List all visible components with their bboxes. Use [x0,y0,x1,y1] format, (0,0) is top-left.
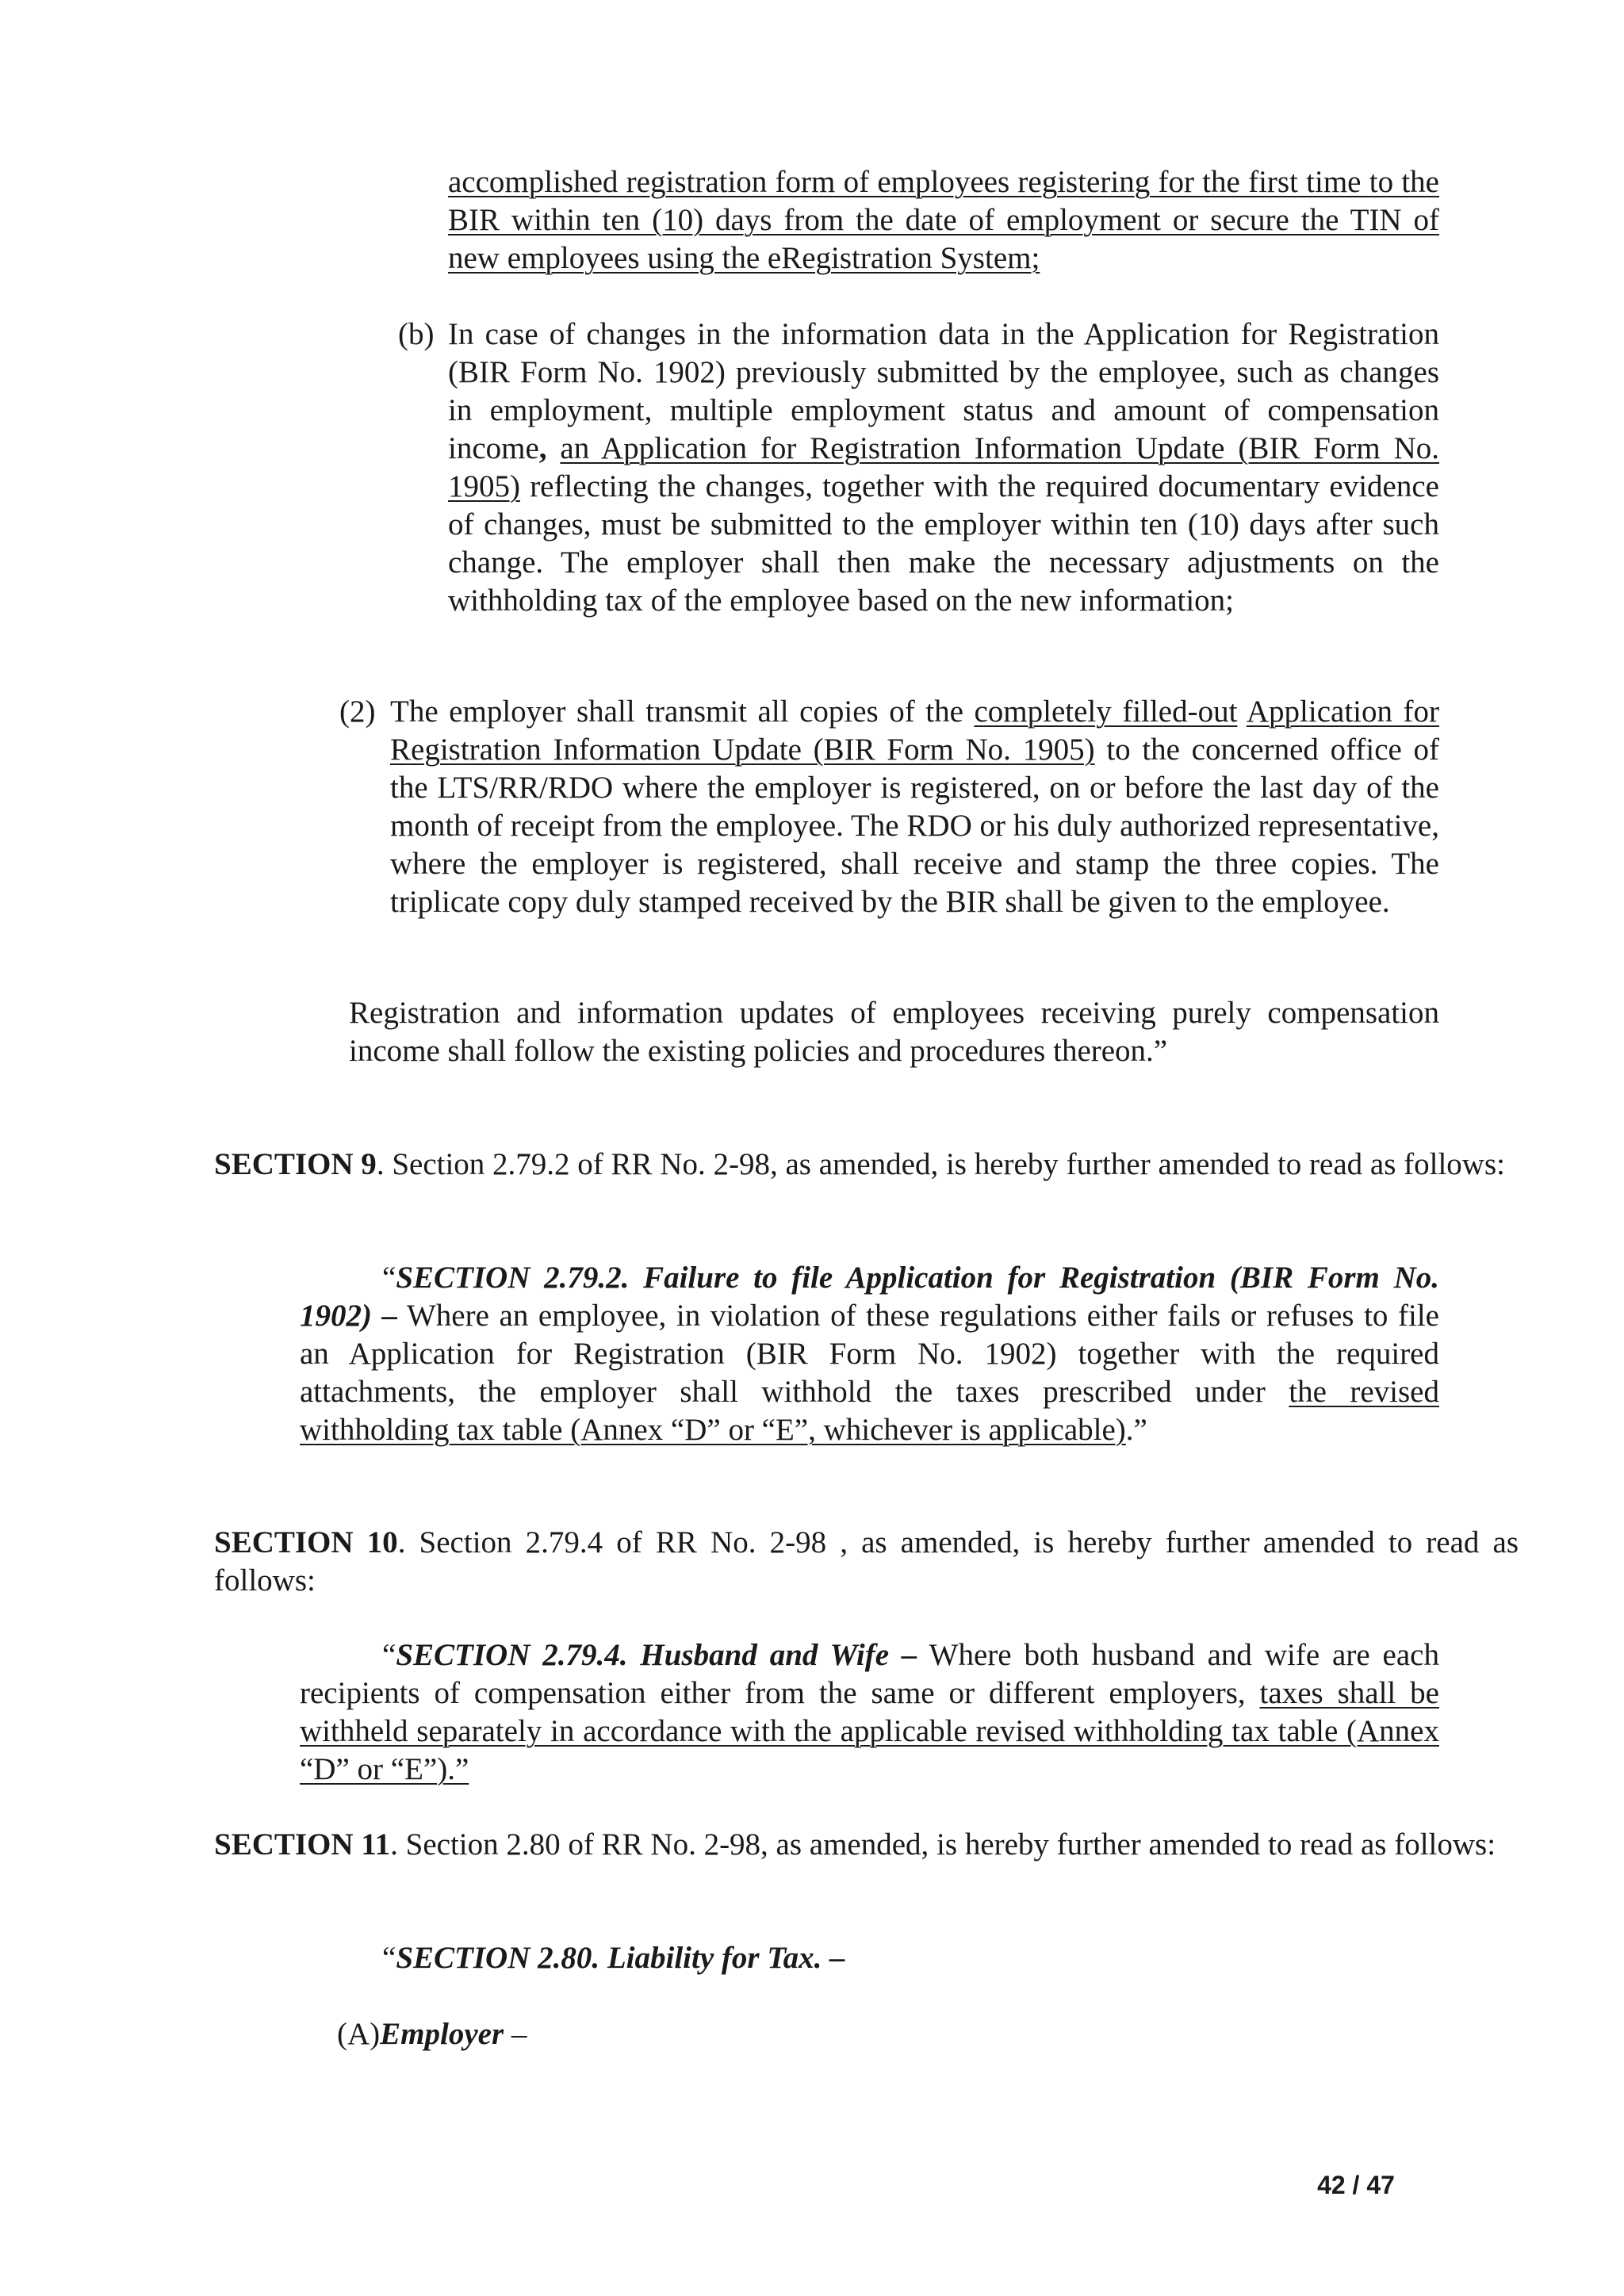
section-9-quote-open: “ [382,1261,396,1295]
section-9-heading: SECTION 9 [214,1147,377,1181]
item-2-label: (2) [339,695,376,729]
section-9-quote-title: SECTION 2.79.2. Failure to file Application for Registration (BIR Form No. 1902) – [300,1261,1439,1333]
section-10-intro-paragraph [214,1524,1519,1600]
section-9-quote-paragraph [300,1259,1439,1449]
item-b-underlined: an Application for Registration Information Update (BIR Form No. 1905) [448,431,1439,503]
section-11-subitem-line [337,2015,1439,2053]
item-b-text-1: In case of changes in the information data in the Application for Registration (BIR Form No. 1902) previously submitted by the employee, such as changes in employment, multiple employment status and amount of compensation income [448,317,1439,465]
section-11-quote-title-line [382,1939,1439,1977]
section-9-quote-close: .” [1125,1413,1147,1447]
section-10-quote-paragraph [300,1636,1439,1789]
section-11-sub-label: (A) [337,2017,381,2051]
section-10-quote-title: SECTION 2.79.4. Husband and Wife – [396,1638,917,1672]
section-10-quote-open: “ [382,1638,396,1672]
item-2-text-1: The employer shall transmit all copies of the [390,695,975,729]
section-10-quote-body: Where both husband and wife are each recipients of compensation either from the same or different employers, [300,1638,1439,1710]
item-2-underlined-2: Application for Registration Information Update (BIR Form No. 1905) [390,695,1440,767]
section-9-intro: . Section 2.79.2 of RR No. 2-98, as amended, is hereby further amended to read as follows: [376,1147,1505,1181]
section-11-intro-paragraph [214,1826,1519,1864]
item-b-label: (b) [398,317,435,351]
item-b-space [547,431,561,465]
section-9-quote-underlined: the revised withholding tax table (Annex “D” or “E”, whichever is applicable) [300,1375,1439,1447]
section-11-sub-title: Employer [380,2017,504,2051]
section-11-quote-open: “ [382,1941,396,1975]
section-11-intro: . Section 2.80 of RR No. 2-98, as amended, is hereby further amended to read as follows: [390,1827,1496,1862]
continuation-paragraph [448,163,1439,277]
section-10-intro: . Section 2.79.4 of RR No. 2-98 , as amended, is hereby further amended to read as follows: [214,1525,1519,1598]
registration-note-text: Registration and information updates of employees receiving purely compensation income shall follow the existing policies and procedures thereon.” [349,996,1439,1068]
item-b-paragraph [448,316,1439,620]
item-2-space [1237,695,1246,729]
continuation-text: accomplished registration form of employees registering for the first time to the BIR within ten (10) days from the date of employment or secure the TIN of new employees using the eRegistration System; [448,165,1439,275]
section-11-quote-title: SECTION 2.80. Liability for Tax. – [396,1941,845,1975]
item-2-underlined-1: completely filled-out [974,695,1238,729]
item-2-paragraph [390,693,1439,921]
item-b-comma: , [538,431,547,465]
section-11-sub-dash: – [504,2017,527,2051]
section-10-quote-underlined: taxes shall be withheld separately in accordance with the applicable revised withholding tax table (Annex “D” or “E”).” [300,1676,1439,1786]
item-b-text-2: reflecting the changes, together with the required documentary evidence of changes, must be submitted to the employer within ten (10) days after such change. The employer shall then make the necessary adjustments on the withholding tax of the employee based on the new information; [448,469,1439,618]
section-9-intro-paragraph [214,1146,1519,1184]
item-2-text-2: to the concerned office of the LTS/RR/RDO where the employer is registered, on or before the last day of the month of receipt from the employee. The RDO or his duly authorized representative, where the employer is registered, shall receive and stamp the three copies. The triplicate copy duly stamped received by the BIR shall be given to the employee. [390,733,1440,919]
section-11-heading: SECTION 11 [214,1827,391,1862]
section-9-quote-body: Where an employee, in violation of these regulations either fails or refuses to file an Application for Registration (BIR Form No. 1902) together with the required attachments, the employer shall withhold the taxes prescribed under [300,1299,1439,1409]
registration-note-paragraph [349,994,1439,1070]
page-number: 42 / 47 [1317,2171,1395,2199]
section-10-heading: SECTION 10 [214,1525,398,1559]
